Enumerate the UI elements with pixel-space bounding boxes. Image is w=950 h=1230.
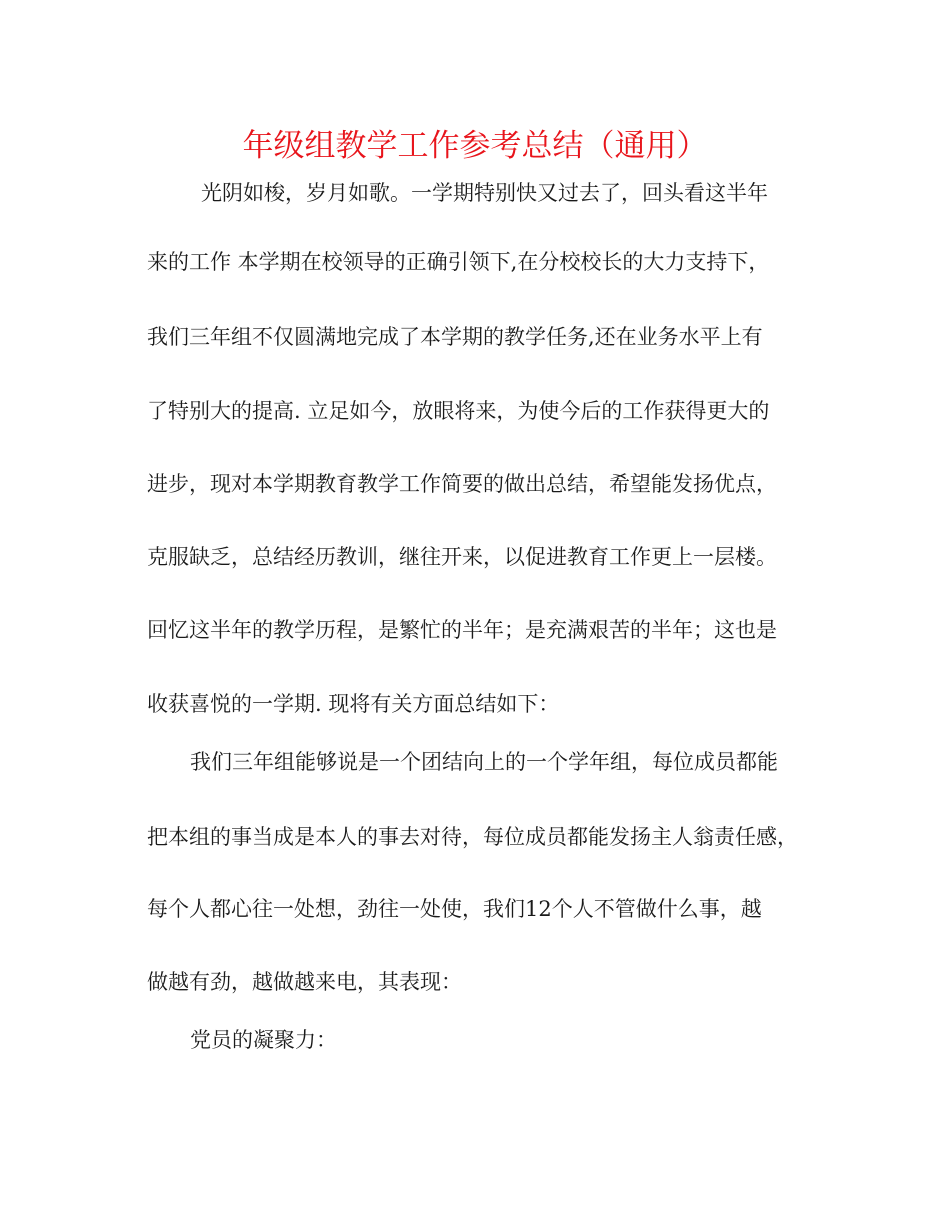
paragraph-line-1: 光阴如梭，岁月如歌。一学期特别快又过去了，回头看这半年 [201,181,768,205]
paragraph-line-8: 收获喜悦的一学期. 现将有关方面总结如下： [147,692,560,716]
paragraph-line-2: 来的工作 本学期在校领导的正确引领下,在分校校长的大力支持下， [147,250,770,274]
paragraph-line-10: 把本组的事当成是本人的事去对待，每位成员都能发扬主人翁责任感， [147,825,798,849]
paragraph-line-9: 我们三年组能够说是一个团结向上的一个学年组，每位成员都能 [190,750,778,774]
paragraph-line-11: 每个人都心往一处想，劲往一处使，我们12个人不管做什么事，越 [147,897,762,921]
paragraph-line-3: 我们三年组不仅圆满地完成了本学期的教学任务,还在业务水平上有 [147,325,763,349]
paragraph-line-4: 了特别大的提高. 立足如今，放眼将来，为使今后的工作获得更大的 [147,399,770,423]
paragraph-line-7: 回忆这半年的教学历程，是繁忙的半年；是充满艰苦的半年；这也是 [147,618,777,642]
paragraph-line-12: 做越有劲，越做越来电，其表现： [147,970,462,994]
paragraph-line-13: 党员的凝聚力： [190,1028,337,1052]
paragraph-line-5: 进步，现对本学期教育教学工作简要的做出总结，希望能发扬优点， [147,472,777,496]
paragraph-line-6: 克服缺乏，总结经历教训，继往开来，以促进教育工作更上一层楼。 [147,545,777,569]
document-title: 年级组教学工作参考总结（通用） [242,128,708,164]
